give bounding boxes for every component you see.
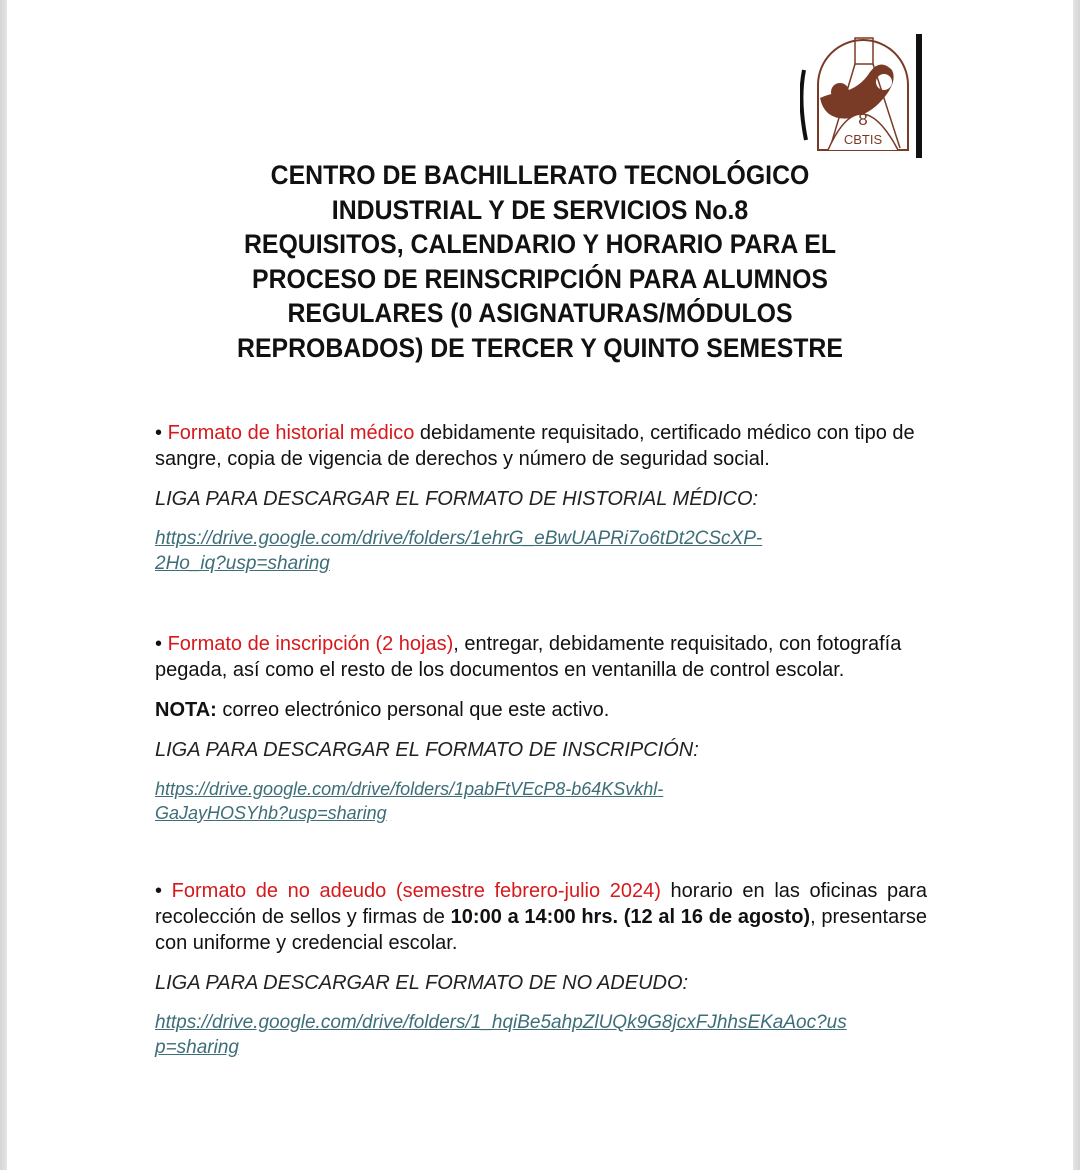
title-line: PROCESO DE REINSCRIPCIÓN PARA ALUMNOS bbox=[252, 263, 828, 294]
cbtis-emblem-icon bbox=[800, 30, 930, 160]
requirement-highlight: Formato de no adeudo (semestre febrero-julio 2024) bbox=[171, 880, 661, 902]
page-edge-right bbox=[1073, 0, 1080, 1170]
svg-text:CBTIS: CBTIS bbox=[843, 132, 883, 147]
section-medical-history bbox=[155, 420, 927, 576]
title-line: CENTRO DE BACHILLERATO TECNOLÓGICO bbox=[270, 160, 810, 190]
link-label: LIGA PARA DESCARGAR EL FORMATO DE INSCRIPCIÓN: bbox=[155, 739, 699, 761]
link-line: https://drive.google.com/drive/folders/1pabFtVEcP8-b64KSvkhl- bbox=[155, 779, 664, 799]
page-edge-left bbox=[0, 0, 7, 1170]
svg-text:8: 8 bbox=[858, 110, 868, 129]
bullet: • bbox=[155, 633, 163, 655]
schedule-text: 10:00 a 14:00 hrs. (12 al 16 de agosto) bbox=[450, 906, 811, 928]
title-line: REQUISITOS, CALENDARIO Y HORARIO PARA EL bbox=[243, 229, 837, 259]
title-line: REGULARES (0 ASIGNATURAS/MÓDULOS bbox=[287, 298, 793, 328]
link-line: p=sharing bbox=[155, 1037, 239, 1058]
note-label: NOTA: bbox=[155, 699, 217, 721]
inscription-link[interactable] bbox=[155, 777, 845, 825]
link-label: LIGA PARA DESCARGAR EL FORMATO DE NO ADEUDO: bbox=[155, 972, 689, 994]
link-line: 2Ho_iq?usp=sharing bbox=[155, 553, 330, 574]
link-line: https://drive.google.com/drive/folders/1ehrG_eBwUAPRi7o6tDt2CScXP- bbox=[155, 528, 763, 549]
requirement-paragraph bbox=[155, 878, 927, 956]
link-label: LIGA PARA DESCARGAR EL FORMATO DE HISTORIAL MÉDICO: bbox=[155, 488, 759, 510]
requirement-paragraph bbox=[155, 420, 927, 472]
medical-history-link[interactable] bbox=[155, 526, 845, 576]
no-debt-link[interactable] bbox=[155, 1010, 925, 1060]
link-line: GaJayHOSYhb?usp=sharing bbox=[155, 803, 387, 823]
bullet: • bbox=[155, 880, 163, 902]
link-line: https://drive.google.com/drive/folders/1_hqiBe5ahpZlUQk9G8jcxFJhhsEKaAoc?us bbox=[155, 1012, 847, 1033]
note bbox=[155, 697, 927, 723]
section-no-debt bbox=[155, 878, 927, 1060]
requirement-text: , presentarse con uniforme y credencial escolar. bbox=[155, 906, 928, 954]
requirement-text: debidamente requisitado, certificado médico con tipo de sangre, copia de vigencia de derechos y número de seguridad social. bbox=[155, 422, 915, 470]
requirement-highlight: Formato de inscripción (2 hojas) bbox=[167, 633, 454, 655]
cbtis-logo bbox=[800, 30, 930, 160]
note-text: correo electrónico personal que este activo. bbox=[216, 699, 610, 721]
document-title bbox=[181, 158, 899, 365]
requirement-paragraph bbox=[155, 631, 927, 683]
section-inscription bbox=[155, 631, 927, 825]
bullet: • bbox=[155, 422, 163, 444]
requirement-text: , entregar, debidamente requisitado, con fotografía pegada, así como el resto de los documentos en ventanilla de control escolar. bbox=[155, 633, 902, 681]
title-line: REPROBADOS) DE TERCER Y QUINTO SEMESTRE bbox=[237, 332, 843, 363]
requirement-text: horario en las oficinas para recolección de sellos y firmas de bbox=[155, 880, 928, 928]
requirement-highlight: Formato de historial médico bbox=[167, 422, 415, 444]
title-line: INDUSTRIAL Y DE SERVICIOS No.8 bbox=[331, 194, 749, 225]
